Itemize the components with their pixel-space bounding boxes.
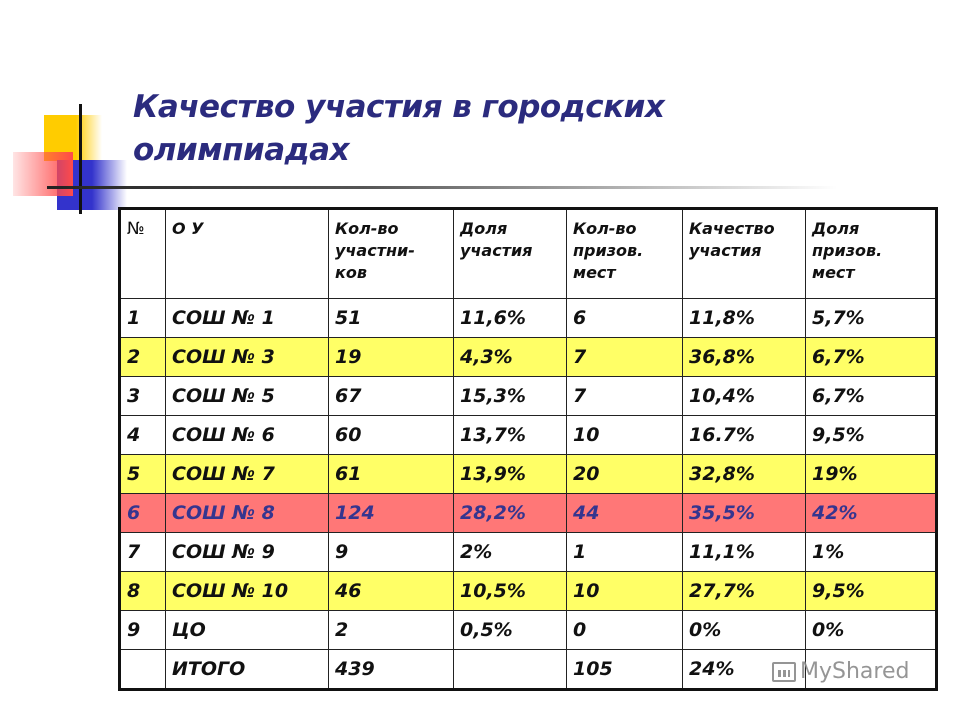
- header-quality: Качество участия: [683, 209, 806, 299]
- table-row: 2 СОШ № 3 19 4,3% 7 36,8% 6,7%: [120, 338, 937, 377]
- header-participants: Кол-во участни- ков: [329, 209, 454, 299]
- table-row: 4 СОШ № 6 60 13,7% 10 16.7% 9,5%: [120, 416, 937, 455]
- table-row: 8 СОШ № 10 46 10,5% 10 27,7% 9,5%: [120, 572, 937, 611]
- table-total-row: ИТОГО 439 105 24%: [120, 650, 937, 690]
- presentation-chart-icon: [772, 662, 796, 682]
- header-prize-share: Доля призов. мест: [806, 209, 937, 299]
- table-header-row: [120, 209, 937, 299]
- table-row: 5 СОШ № 7 61 13,9% 20 32,8% 19%: [120, 455, 937, 494]
- title-underline: [47, 186, 837, 189]
- header-number: №: [120, 209, 166, 299]
- slide-title: [133, 86, 833, 172]
- decor-red-square: [13, 152, 73, 196]
- slide-title-line1: Качество участия в городских: [133, 89, 665, 125]
- table-row: 7 СОШ № 9 9 2% 1 11,1% 1%: [120, 533, 937, 572]
- table-row-highlighted: 6 СОШ № 8 124 28,2% 44 35,5% 42%: [120, 494, 937, 533]
- watermark-text: MyShared: [800, 659, 910, 684]
- table-row: 1 СОШ № 1 51 11,6% 6 11,8% 5,7%: [120, 299, 937, 338]
- decor-vertical-line: [79, 104, 82, 214]
- table-row: 9 ЦО 2 0,5% 0 0% 0%: [120, 611, 937, 650]
- header-share: Доля участия: [454, 209, 567, 299]
- slide-title-line2: олимпиадах: [133, 132, 350, 168]
- header-prizes: Кол-во призов. мест: [567, 209, 683, 299]
- table-row: 3 СОШ № 5 67 15,3% 7 10,4% 6,7%: [120, 377, 937, 416]
- header-school: О У: [166, 209, 329, 299]
- watermark: [772, 659, 909, 684]
- olympiad-results-table: [118, 207, 938, 691]
